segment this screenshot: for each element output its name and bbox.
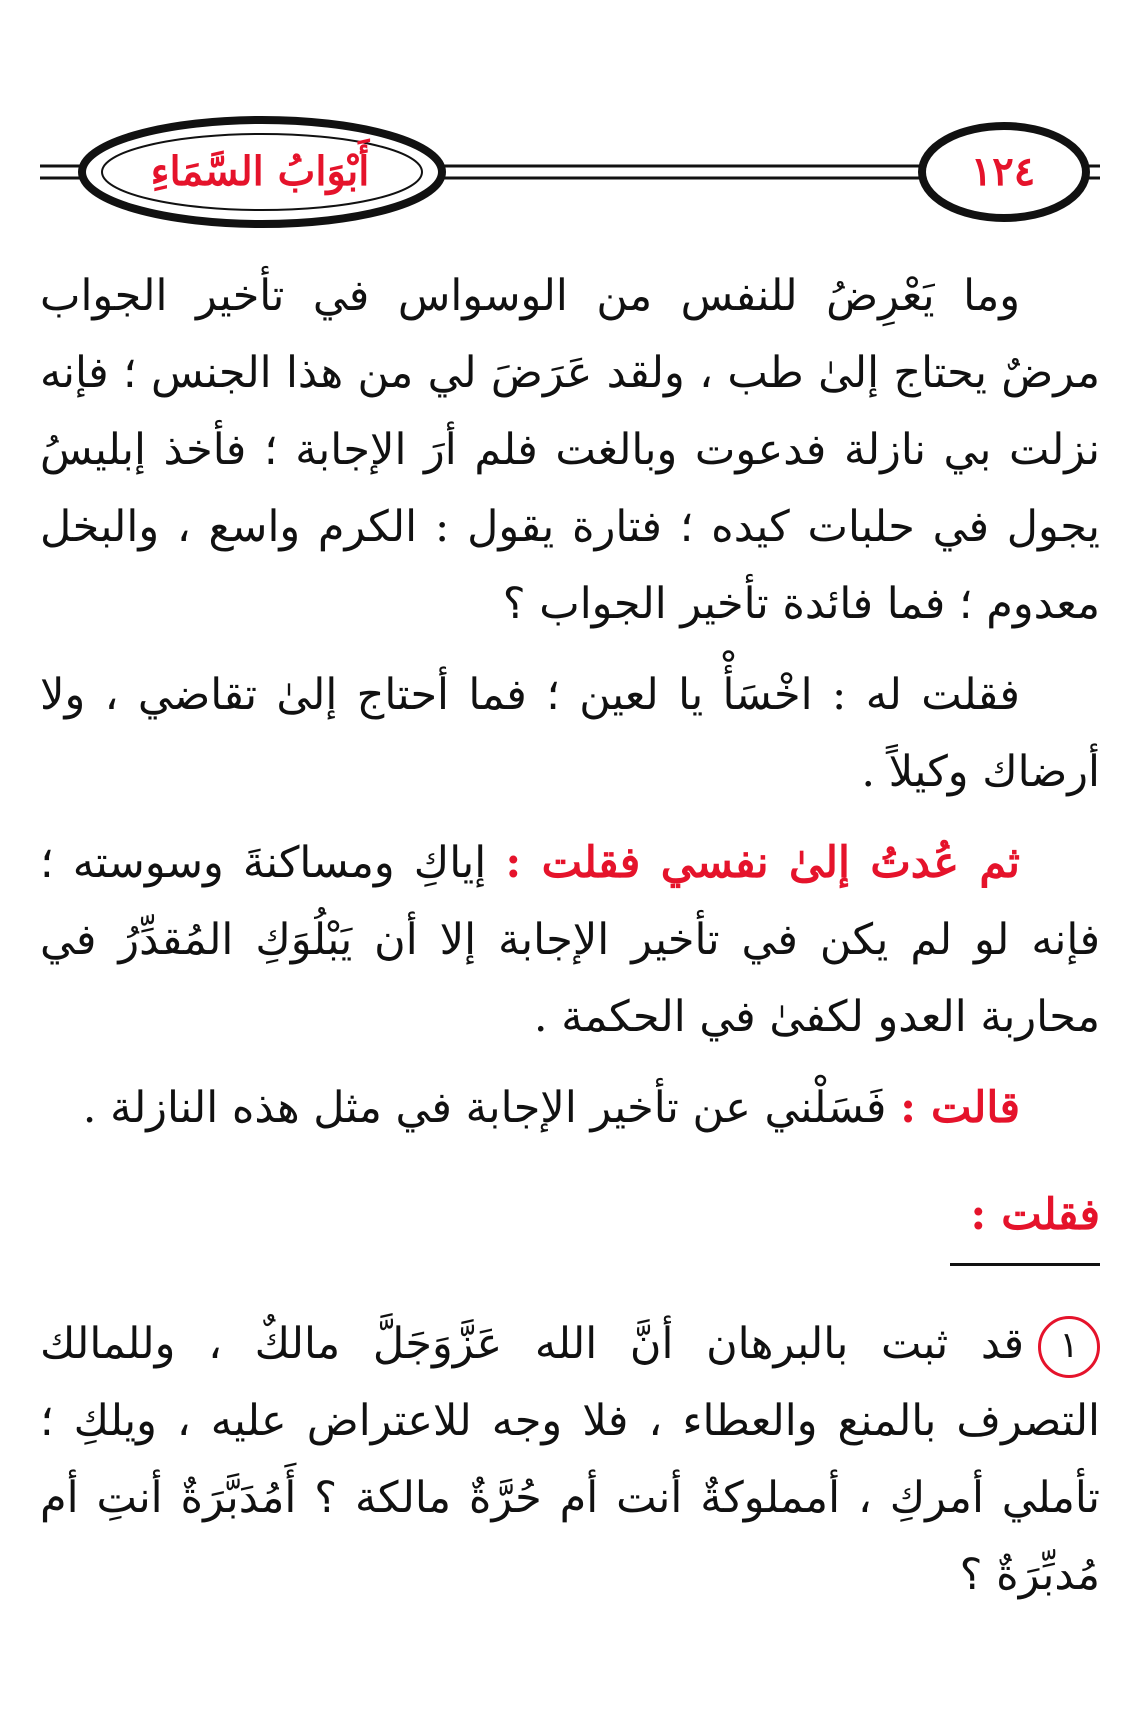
section-heading-wrap bbox=[40, 1177, 1100, 1266]
paragraph-4 bbox=[40, 1070, 1100, 1147]
book-title: أَبْوَابُ السَّمَاءِ bbox=[150, 148, 370, 195]
paragraph-4-text: فَسَلْني عن تأخير الإجابة في مثل هذه النازلة . bbox=[82, 1083, 887, 1133]
paragraph-4-label: قالت : bbox=[900, 1083, 1020, 1133]
page-body bbox=[40, 258, 1100, 1628]
paragraph-3 bbox=[40, 825, 1100, 1056]
paragraph-3-label: ثم عُدتُ إلىٰ نفسي فقلت : bbox=[505, 838, 1020, 888]
section-heading: فقلت : bbox=[950, 1185, 1100, 1266]
paragraph-1: وما يَعْرِضُ للنفس من الوسواس في تأخير الجواب مرضٌ يحتاج إلىٰ طب ، ولقد عَرَضَ لي من هذا الجنس ؛ فإنه نزلت بي نازلة فدعوت وبالغت فلم أرَ الإجابة ؛ فأخذ إبليسُ يجول في حلبات كيده ؛ فتارة يقول : الكرم واسع ، والبخل معدوم ؛ فما فائدة تأخير الجواب ؟ bbox=[40, 271, 1100, 629]
numbered-item-1 bbox=[40, 1306, 1100, 1614]
paragraph-2: فقلت له : اخْسَأْ يا لعين ؛ فما أحتاج إلىٰ تقاضي ، ولا أرضاك وكيلاً . bbox=[40, 670, 1100, 797]
page-number: ١٢٤ bbox=[970, 148, 1036, 195]
page-header bbox=[0, 110, 1132, 240]
paragraph-3-text: إياكِ ومساكنةَ وسوسته ؛ فإنه لو لم يكن في تأخير الإجابة إلا أن يَبْلُوَكِ المُقدِّرُ في محاربة العدو لكفىٰ في الحكمة . bbox=[40, 838, 1100, 1042]
item-1-text: قد ثبت بالبرهان أنَّ الله عَزَّوَجَلَّ مالكٌ ، وللمالك التصرف بالمنع والعطاء ، فلا وجه للاعتراض عليه ، ويلكِ ؛ تأملي أمركِ ، أمملوكةٌ أنت أم حُرَّةٌ مالكة ؟ أَمُدَبَّرَةٌ أنتِ أم مُدبِّرَةٌ ؟ bbox=[40, 1319, 1100, 1600]
item-number-badge: ١ bbox=[1038, 1316, 1100, 1378]
